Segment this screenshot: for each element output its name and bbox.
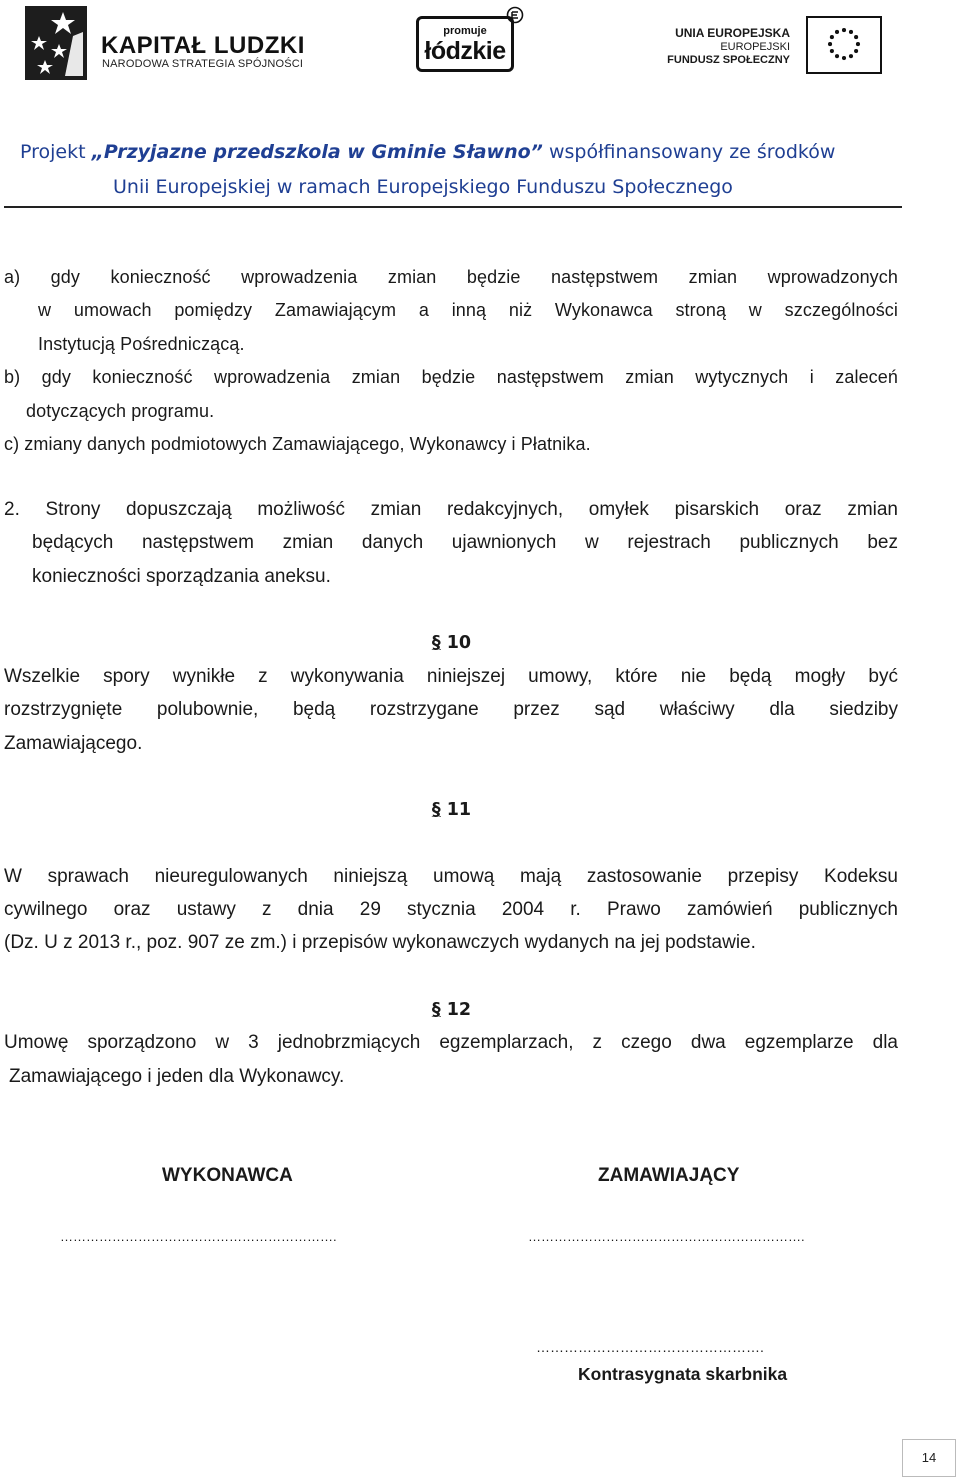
clause-a-line-1: a) gdy konieczność wprowadzenia zmian będzie następstwem zmian wprowadzonych: [4, 267, 898, 287]
clause-b-line-2: dotyczących programu.: [26, 401, 215, 421]
kapital-ludzki-subtitle: NARODOWA STRATEGIA SPÓJNOŚCI: [102, 58, 304, 70]
kapital-ludzki-emblem-icon: [25, 6, 87, 80]
section-12-line-2: Zamawiającego i jeden dla Wykonawcy.: [9, 1066, 345, 1087]
project-line-2: Unii Europejskiej w ramach Europejskiego Funduszu Społecznego: [113, 176, 733, 198]
signature-label-contractor: WYKONAWCA: [162, 1165, 293, 1186]
project-title: „Przyjazne przedszkola w Gminie Sławno”: [91, 141, 543, 163]
section-11-line-2: cywilnego oraz ustawy z dnia 29 stycznia 2004 r. Prawo zamówień publicznych: [4, 899, 898, 920]
lodzkie-main-text: łódzkie: [424, 37, 506, 65]
section-12-line-1: Umowę sporządzono w 3 jednobrzmiących egzemplarzach, z czego dwa egzemplarze dla: [4, 1032, 898, 1053]
ue-subtitle-2: FUNDUSZ SPOŁECZNY: [667, 54, 790, 66]
section-10-heading: [0, 632, 903, 654]
section-11-line-3: (Dz. U z 2013 r., poz. 907 ze zm.) i przepisów wykonawczych wydanych na jej podstawie.: [4, 932, 756, 953]
point-2-line-1: 2. Strony dopuszczają możliwość zmian redakcyjnych, omyłek pisarskich oraz zmian: [4, 499, 898, 520]
section-11-line-1: W sprawach nieuregulowanych niniejszą umową mają zastosowanie przepisy Kodeksu: [4, 866, 898, 887]
page-number: 14: [902, 1439, 956, 1477]
section-10-line-1: Wszelkie spory wynikłe z wykonywania niniejszej umowy, które nie będą mogły być: [4, 666, 898, 687]
lodzkie-e-mark-icon: [506, 6, 524, 24]
section-11-number: 11: [440, 800, 472, 820]
section-10-line-3: Zamawiającego.: [4, 733, 143, 754]
section-10-sign: §: [431, 633, 441, 653]
clause-a-line-3: Instytucją Pośredniczącą.: [38, 334, 245, 354]
kapital-ludzki-logo: [25, 6, 305, 86]
header-divider: [4, 206, 902, 208]
project-line-1: [20, 141, 835, 163]
project-prefix: Projekt: [20, 141, 86, 163]
section-12-sign: §: [431, 1000, 441, 1020]
promuje-lodzkie-logo: [414, 6, 526, 76]
section-11-sign: §: [431, 800, 441, 820]
ue-subtitle-1: EUROPEJSKI: [720, 41, 790, 53]
project-suffix: współfinansowany ze środków: [548, 141, 836, 163]
clause-a-line-2: w umowach pomiędzy Zamawiającym a inną niż Wykonawca stroną w szczególności: [38, 300, 898, 320]
lodzkie-top-text: promuje: [443, 25, 487, 37]
signature-line-contractor: ……………………………………………………….: [60, 1229, 337, 1244]
signature-line-treasurer: ………………………………………….: [536, 1339, 764, 1355]
section-12-number: 12: [440, 1000, 472, 1020]
kapital-ludzki-title: KAPITAŁ LUDZKI: [101, 32, 305, 59]
treasurer-countersignature-label: Kontrasygnata skarbnika: [578, 1364, 788, 1384]
unia-europejska-logo: [667, 16, 886, 78]
signature-line-ordering-party: ……………………………………………………….: [528, 1229, 805, 1244]
eu-flag-icon: [806, 16, 882, 74]
header-logos: [0, 0, 960, 95]
point-2-line-3: konieczności sporządzania aneksu.: [32, 566, 331, 587]
section-12-heading: [0, 999, 903, 1021]
clause-b-line-1: b) gdy konieczność wprowadzenia zmian będzie następstwem zmian wytycznych i zaleceń: [4, 367, 898, 387]
clause-c-line-1: c) zmiany danych podmiotowych Zamawiającego, Wykonawcy i Płatnika.: [4, 434, 591, 454]
section-11-heading: [0, 799, 903, 821]
section-10-number: 10: [440, 633, 472, 653]
point-2-line-2: będących następstwem zmian danych ujawnionych w rejestrach publicznych bez: [32, 532, 898, 553]
lodzkie-frame: [416, 16, 514, 72]
ue-title: UNIA EUROPEJSKA: [675, 26, 790, 40]
section-10-line-2: rozstrzygnięte polubownie, będą rozstrzygane przez sąd właściwy dla siedziby: [4, 699, 898, 720]
signature-label-ordering-party: ZAMAWIAJĄCY: [598, 1165, 740, 1186]
